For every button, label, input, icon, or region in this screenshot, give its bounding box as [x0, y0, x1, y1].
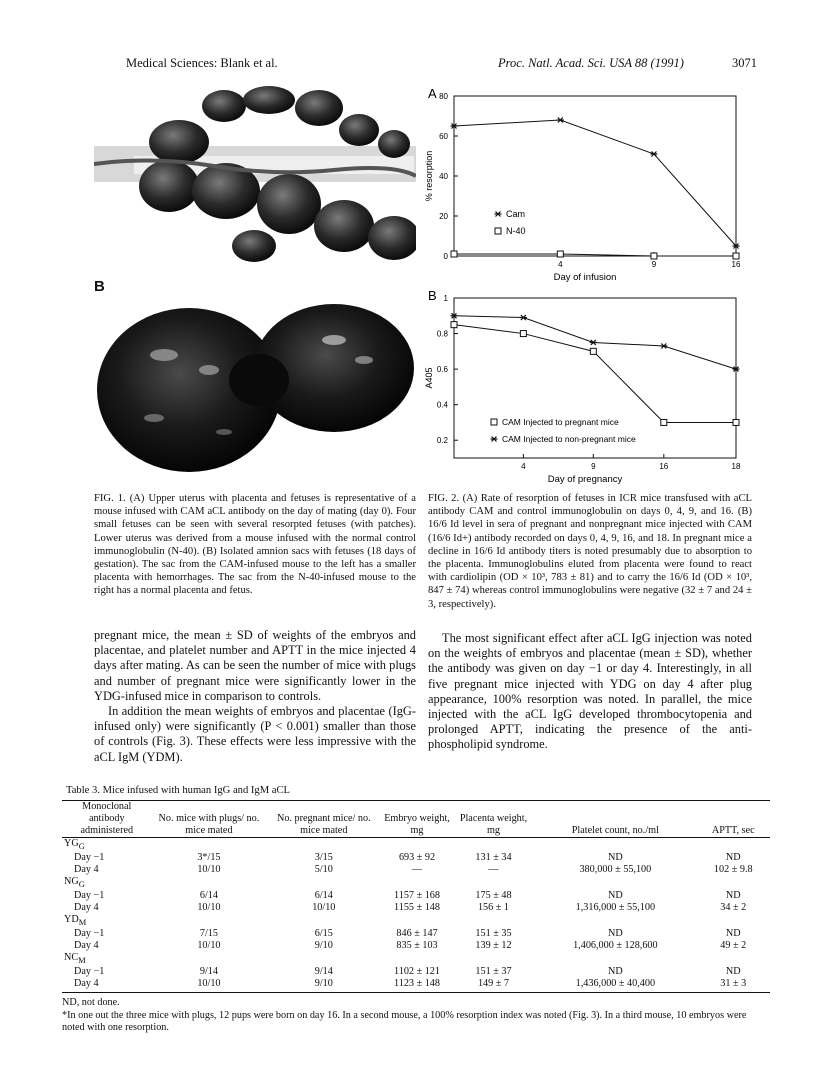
- table3-header-antibody: Monoclonal antibody administered: [62, 801, 152, 838]
- table-row: [62, 864, 770, 876]
- table-cell: 1123 ± 148: [394, 978, 440, 990]
- table-cell: 1102 ± 121: [394, 966, 440, 978]
- y-tick-label: 0.6: [436, 365, 448, 375]
- table-cell: ND: [725, 852, 741, 864]
- table-cell: 693 ± 92: [398, 852, 436, 864]
- table-cell: Day 4: [74, 978, 99, 990]
- y-axis-label: A405: [424, 367, 434, 389]
- table-row: [62, 928, 770, 940]
- legend-label: CAM Injected to non-pregnant mice: [502, 434, 636, 444]
- table-cell: 151 ± 37: [475, 966, 512, 978]
- y-tick-label: 0.2: [436, 436, 448, 446]
- data-point-square: [733, 419, 739, 425]
- fig2-caption: FIG. 2. (A) Rate of resorption of fetuses in ICR mice transfused with aCL antibody CAM and control immunoglobulin on days 0, 4, 9, and 16. (B) 16/6 Id level in sera of pregnant and nonpregnant mice injected with CAM (16/6 Id+) antibody recorded on days 0, 4, 9, 16, and 18. In pregnant mice a decline in 16/6 Id antibody titers is noted presumably due to absorption to the placenta. Immunoglobulins eluted from placenta were found to react with cardiolipin (OD × 10³, 783 ± 81) and to carry the 16/6 Id (OD × 10³, 847 ± 74) whereas control immunoglobulins were negative (32 ± 7 and 24 ± 3, respectively).: [428, 493, 752, 610]
- table-cell: 131 ± 34: [475, 852, 512, 864]
- table-cell: 6/14: [314, 890, 333, 902]
- table-cell: 1157 ± 168: [394, 890, 440, 902]
- table3-header-plugs: No. mice with plugs/ no. mice mated: [152, 801, 267, 838]
- table-cell: 9/10: [314, 940, 333, 952]
- legend-label: N-40: [506, 226, 526, 236]
- table-cell: ND: [725, 890, 741, 902]
- y-tick-label: 0: [443, 252, 448, 261]
- y-tick-label: 80: [439, 92, 448, 101]
- table3-group-label: [62, 952, 152, 966]
- table-cell: 1155 ± 148: [394, 902, 440, 914]
- table-cell: 49 ± 2: [720, 940, 747, 952]
- running-header-journal: Proc. Natl. Acad. Sci. USA 88 (1991): [498, 56, 684, 70]
- table-cell: 835 ± 103: [396, 940, 438, 952]
- table-cell: Day −1: [74, 928, 105, 940]
- table-cell: ND: [607, 966, 623, 978]
- data-point-square: [733, 253, 739, 259]
- x-tick-label: 16: [659, 462, 669, 471]
- x-axis-label: Day of infusion: [553, 272, 617, 283]
- table-cell: 10/10: [197, 902, 221, 914]
- table3-footnote-star: *In one out the three mice with plugs, 12 pups were born on day 16. In a second mouse, a 100% resorption index was noted (Fig. 3). In a third mouse, 10 embryos were noted with one resorption.: [62, 1009, 747, 1034]
- y-tick-label: 0.8: [436, 329, 448, 339]
- legend-marker-square: [495, 228, 501, 234]
- fig1-panel-label-b: B: [94, 278, 105, 295]
- y-tick-label: 20: [439, 212, 448, 221]
- table3: [62, 800, 770, 1035]
- table-cell: 6/15: [314, 928, 333, 940]
- group-name: NC: [64, 952, 79, 964]
- y-tick-label: 0.4: [436, 400, 448, 410]
- y-tick-label: 60: [439, 132, 448, 141]
- legend-marker-square: [491, 419, 497, 425]
- fig1a-uterus-photo: [94, 86, 416, 264]
- body-right-paragraph-1: The most significant effect after aCL IgG injection was noted on the weights of embryos and placentae (mean ± SD), whether the antibody was given on day −1 or day 4. Interestingly, in all five pregnant mice injected with YDG on day 4 after plug appearance, 100% resorption was noted. In parallel, the mice injected with the aCL IgG developed thrombocytopenia and prolonged APTT, indicating the presence of the anti-phospholipid syndrome.: [428, 631, 752, 752]
- table-cell: 34 ± 2: [720, 902, 747, 914]
- group-name: YD: [64, 914, 79, 926]
- panel-letter: B: [428, 288, 437, 303]
- data-point-square: [661, 419, 667, 425]
- page-number: 3071: [732, 56, 757, 70]
- data-point-square: [590, 348, 596, 354]
- table-row: [62, 890, 770, 902]
- y-tick-label: 40: [439, 172, 448, 181]
- group-name: NG: [64, 876, 79, 888]
- table-cell: ND: [725, 966, 741, 978]
- table-cell: Day 4: [74, 902, 99, 914]
- x-tick-label: 16: [731, 260, 741, 269]
- table-cell: ND: [607, 852, 623, 864]
- table-cell: 7/15: [199, 928, 218, 940]
- legend-label: CAM Injected to pregnant mice: [502, 417, 619, 427]
- series-line-0: [454, 120, 736, 246]
- table-cell: ND: [725, 928, 741, 940]
- table3-group-label: [62, 838, 152, 853]
- data-point-square: [451, 251, 457, 257]
- body-left-paragraph-2: In addition the mean weights of embryos and placentae (IgG-infused only) were significantly (P < 0.001) smaller than those of controls (Fig. 3). These effects were less impressive with the aCL IgM (YDM).: [94, 704, 416, 764]
- series-line-0: [454, 325, 736, 423]
- table-cell: Day 4: [74, 940, 99, 952]
- table-cell: 9/14: [314, 966, 333, 978]
- table3-group-label: [62, 876, 152, 890]
- table3-group-label: [62, 914, 152, 928]
- table-cell: 9/10: [314, 978, 333, 990]
- table-cell: 9/14: [199, 966, 218, 978]
- table-cell: 102 ± 9.8: [713, 864, 753, 876]
- table-row: [62, 940, 770, 952]
- y-tick-label: 1: [443, 294, 448, 303]
- x-tick-label: 9: [651, 260, 657, 269]
- x-tick-label: 9: [591, 462, 596, 471]
- fig2a-resorption-chart: [420, 84, 760, 284]
- group-subscript: G: [78, 841, 85, 852]
- data-point-square: [651, 253, 657, 259]
- table-cell: —: [488, 864, 499, 876]
- table-cell: 175 ± 48: [475, 890, 512, 902]
- table-cell: 10/10: [197, 940, 221, 952]
- table-cell: ND: [607, 890, 623, 902]
- table-cell: Day −1: [74, 966, 105, 978]
- body-right-column: [428, 631, 752, 753]
- table-row: [62, 852, 770, 864]
- data-point-square: [451, 322, 457, 328]
- table3-header-platelet: Platelet count, no./ml: [534, 801, 696, 838]
- table-cell: Day −1: [74, 852, 105, 864]
- table3-footnote-nd: ND, not done.: [62, 992, 770, 1010]
- table-cell: Day 4: [74, 864, 99, 876]
- table-cell: 846 ± 147: [396, 928, 438, 940]
- table-cell: 10/10: [197, 978, 221, 990]
- table-cell: 10/10: [312, 902, 336, 914]
- table-cell: 3*/15: [197, 852, 221, 864]
- table-cell: 10/10: [197, 864, 221, 876]
- table-cell: 6/14: [199, 890, 218, 902]
- group-subscript: M: [78, 917, 87, 928]
- fig1-caption: FIG. 1. (A) Upper uterus with placenta and fetuses is representative of a mouse infused with CAM aCL antibody on the day of mating (day 0). Four small fetuses can be seen with several resorpted fetuses (with patches). Lower uterus was derived from a mouse infused with the normal control immunoglobulin (N-40). (B) Isolated amnion sacs with fetuses (18 days of gestation). The sac from the CAM-infused mouse to the left has a smaller placenta with hemorrhages. The sac from the N-40-infused mouse to the right has a normal placenta and fetus.: [94, 493, 416, 597]
- panel-letter: A: [428, 86, 437, 101]
- table-cell: 380,000 ± 55,100: [579, 864, 652, 876]
- table-cell: 1,436,000 ± 40,400: [575, 978, 656, 990]
- table-cell: —: [411, 864, 423, 876]
- group-subscript: M: [78, 955, 86, 966]
- table-row: [62, 902, 770, 914]
- x-tick-label: 4: [521, 462, 526, 471]
- table-row: [62, 966, 770, 978]
- table-cell: 1,316,000 ± 55,100: [575, 902, 656, 914]
- table-cell: ND: [607, 928, 623, 940]
- body-left-column: [94, 628, 416, 765]
- data-point-square: [557, 251, 563, 257]
- body-left-paragraph-1: pregnant mice, the mean ± SD of weights of the embryos and placentae, and platelet number and APTT in the mice injected 4 days after mating. As can be seen the number of mice with plugs and number of pregnant mice were significantly lower in the YDG-infused mice in comparison to controls.: [94, 628, 416, 703]
- fig2b-a405-chart: [420, 286, 760, 486]
- table-cell: 5/10: [314, 864, 333, 876]
- group-subscript: G: [78, 879, 85, 890]
- fig1b-amnion-sacs-photo: [94, 300, 416, 472]
- table3-header-placenta: Placenta weight, mg: [453, 801, 534, 838]
- data-point-square: [520, 331, 526, 337]
- y-axis-label: % resorption: [424, 150, 434, 202]
- table3-header-pregnant: No. pregnant mice/ no. mice mated: [266, 801, 381, 838]
- table-cell: 1,406,000 ± 128,600: [573, 940, 658, 952]
- table-cell: Day −1: [74, 890, 105, 902]
- x-tick-label: 18: [731, 462, 741, 471]
- x-axis-label: Day of pregnancy: [547, 474, 623, 485]
- running-header-left: Medical Sciences: Blank et al.: [126, 56, 278, 70]
- x-tick-label: 4: [558, 260, 563, 269]
- table3-title: Table 3. Mice infused with human IgG and IgM aCL: [66, 785, 291, 796]
- group-name: YG: [64, 838, 79, 849]
- table3-header-aptt: APTT, sec: [697, 801, 770, 838]
- legend-label: Cam: [506, 209, 526, 219]
- table-cell: 151 ± 35: [475, 928, 512, 940]
- table-cell: 149 ± 7: [477, 978, 509, 990]
- table-cell: 139 ± 12: [475, 940, 512, 952]
- table-cell: 156 ± 1: [477, 902, 509, 914]
- table-row: [62, 978, 770, 990]
- table-cell: 3/15: [314, 852, 333, 864]
- table-cell: 31 ± 3: [720, 978, 747, 990]
- table3-header-embryo: Embryo weight, mg: [381, 801, 453, 838]
